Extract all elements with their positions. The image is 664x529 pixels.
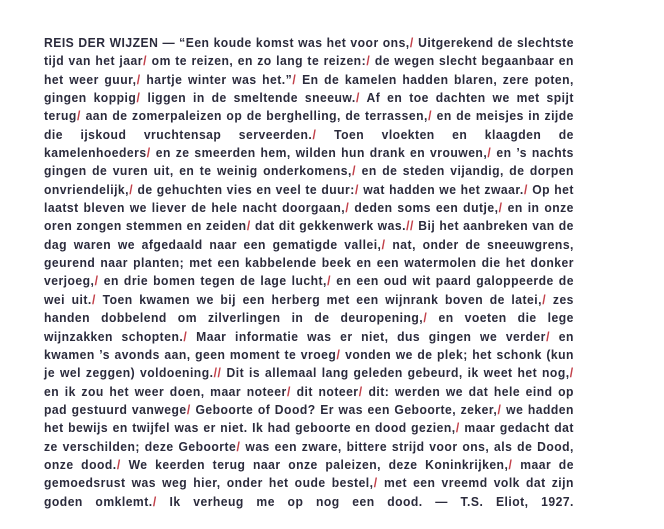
poem-run: liggen in de smeltende sneeuw. (140, 90, 356, 106)
poem-run: We keerden terug naar onze paleizen, deze Koninkrijken, (120, 456, 509, 472)
poem-run: Dit is allemaal lang geleden gebeurd, ik weet het nog, (221, 365, 570, 381)
poem-run: om te reizen, en zo lang te reizen: (147, 53, 367, 69)
poem-run: en drie bomen tegen de lage lucht, (98, 273, 327, 289)
verse-break-slash: / (352, 163, 356, 179)
verse-break-slash: / (336, 346, 341, 362)
poem-run: dit: werden we dat hele eind op pad gestuurd vanwege (44, 383, 574, 417)
verse-break-slash: / (345, 200, 350, 216)
poem-run: wat hadden we het zwaar. (359, 181, 524, 197)
verse-break-slash: / (358, 383, 363, 399)
poem-run: en voeten die lege wijnzakken schopten. (44, 310, 574, 344)
poem-run: de gehuchten vies en veel te duur: (133, 181, 355, 197)
verse-break-slash: / (542, 291, 547, 307)
verse-break-slash: / (373, 475, 378, 491)
verse-break-slash: / (327, 273, 331, 289)
verse-break-slash: / (292, 71, 297, 87)
poem-run: Op het laatst bleven we liever de hele nacht doorgaan, (44, 181, 574, 216)
verse-break-slash: / (152, 493, 157, 509)
poem-run: Af en toe dachten we met spijt terug (44, 90, 574, 124)
verse-break-slash: / (355, 90, 360, 106)
verse-break-slash: / (76, 108, 81, 124)
verse-break-slash: / (183, 328, 188, 344)
poem-run: aan de zomerpaleizen op de berghelling, de terrassen, (81, 108, 428, 124)
verse-break-slash: / (94, 273, 99, 289)
verse-break-slash: / (312, 126, 317, 142)
verse-break-slash: / (91, 291, 96, 307)
poem-run: Maar informatie was er niet, dus gingen we verder (187, 328, 546, 344)
verse-break-slash: / (236, 438, 241, 454)
verse-break-slash: / (508, 456, 513, 472)
verse-break-slash: / (498, 200, 503, 216)
verse-break-slash: / (136, 71, 141, 87)
poem-run: vonden we de plek; het schonk (kun je wel zeggen) voldoening. (44, 346, 574, 381)
poem-run: deden soms een dutje, (349, 200, 499, 216)
verse-break-slash: / (487, 145, 492, 161)
poem-run: hartje winter was het.” (140, 71, 293, 87)
verse-break-slash: / (186, 401, 191, 417)
poem-run: met een vreemd volk dat zijn goden omklemt. (44, 475, 574, 509)
poem-run: we hadden het bewijs en twijfel was er niet. Ik had geboorte en dood gezien, (44, 401, 574, 436)
verse-break-slash: / (366, 53, 371, 69)
poem-run: en ’s nachts gingen de vuren uit, en te weinig onderkomens, (44, 145, 574, 179)
poem-run: maar de gemoedsrust was weg hier, onder het oude bestel, (44, 456, 574, 491)
verse-break-slash: / (136, 90, 141, 106)
poem-run: en een oud wit paard galoppeerde de wei uit. (44, 273, 574, 307)
poem-run: en ik zou het weer doen, maar noteer (44, 383, 287, 399)
poem-run: Bij het aanbreken van de dag waren we afgedaald naar een gematigde vallei, (44, 218, 574, 252)
verse-break-slash: // (213, 365, 222, 381)
poem-run: dit noteer (291, 383, 359, 399)
poem-run: Toen kwamen we bij een herberg met een wijnrank boven de latei, (96, 291, 542, 307)
verse-break-slash: / (546, 328, 550, 344)
verse-break-slash: / (423, 310, 428, 326)
poem-run: REIS DER WIJZEN — “Een koude komst was het voor ons, (44, 35, 410, 50)
verse-break-slash: / (523, 181, 528, 197)
verse-break-slash: / (455, 420, 460, 436)
poem-run: Toen vloekten en klaagden de kamelenhoeders (44, 126, 574, 161)
poem-run: en de steden vijandig, de dorpen onvriendelijk, (44, 163, 574, 197)
poem-run: was een zware, bittere strijd voor ons, als de Dood, onze dood. (44, 438, 574, 472)
verse-break-slash: / (354, 181, 359, 197)
verse-break-slash: / (569, 365, 574, 381)
poem-run: en de meisjes in zijde die ijskoud vruchtensap serveerden. (44, 108, 574, 142)
poem-run: en in onze oren zongen stemmen en zeiden (44, 200, 574, 234)
verse-break-slash: / (381, 236, 386, 252)
poem-run: Uitgerekend de slechtste tijd van het jaar (44, 35, 574, 69)
poem-text-block (44, 34, 574, 529)
poem-run: En de kamelen hadden blaren, zere poten, gingen koppig (44, 71, 574, 106)
verse-break-slash: / (428, 108, 432, 124)
verse-break-slash: / (286, 383, 291, 399)
verse-break-slash: / (143, 53, 148, 69)
verse-break-slash: / (116, 456, 121, 472)
poem-run: de wegen slecht begaanbaar en het weer guur, (44, 53, 574, 87)
verse-break-slash: / (129, 181, 134, 197)
poem-run: en kwamen ’s avonds aan, geen moment te vroeg (44, 328, 574, 362)
poem-run: maar gedacht dat ze verschilden; deze Geboorte (44, 420, 574, 454)
poem-run: zes handen dobbelend om zilverlingen in de deuropening, (44, 291, 574, 326)
verse-break-slash: / (146, 145, 151, 161)
poem-run: Ik verheug me op nog een dood. — T.S. Eliot, 1927. (156, 493, 574, 509)
verse-break-slash: / (409, 35, 414, 50)
poem-run: nat, onder de sneeuwgrens, geurend naar planten; met een kabbelende beek en een watermolen die het donker verjoeg, (44, 236, 574, 289)
verse-break-slash: // (406, 218, 414, 234)
verse-break-slash: / (497, 401, 502, 417)
verse-break-slash: / (246, 218, 251, 234)
poem-run: Geboorte of Dood? Er was een Geboorte, zeker, (190, 401, 498, 417)
poem-run: dat dit gekkenwerk was. (250, 218, 406, 234)
poem-run: en ze smeerden hem, wilden hun drank en vrouwen, (150, 145, 488, 161)
